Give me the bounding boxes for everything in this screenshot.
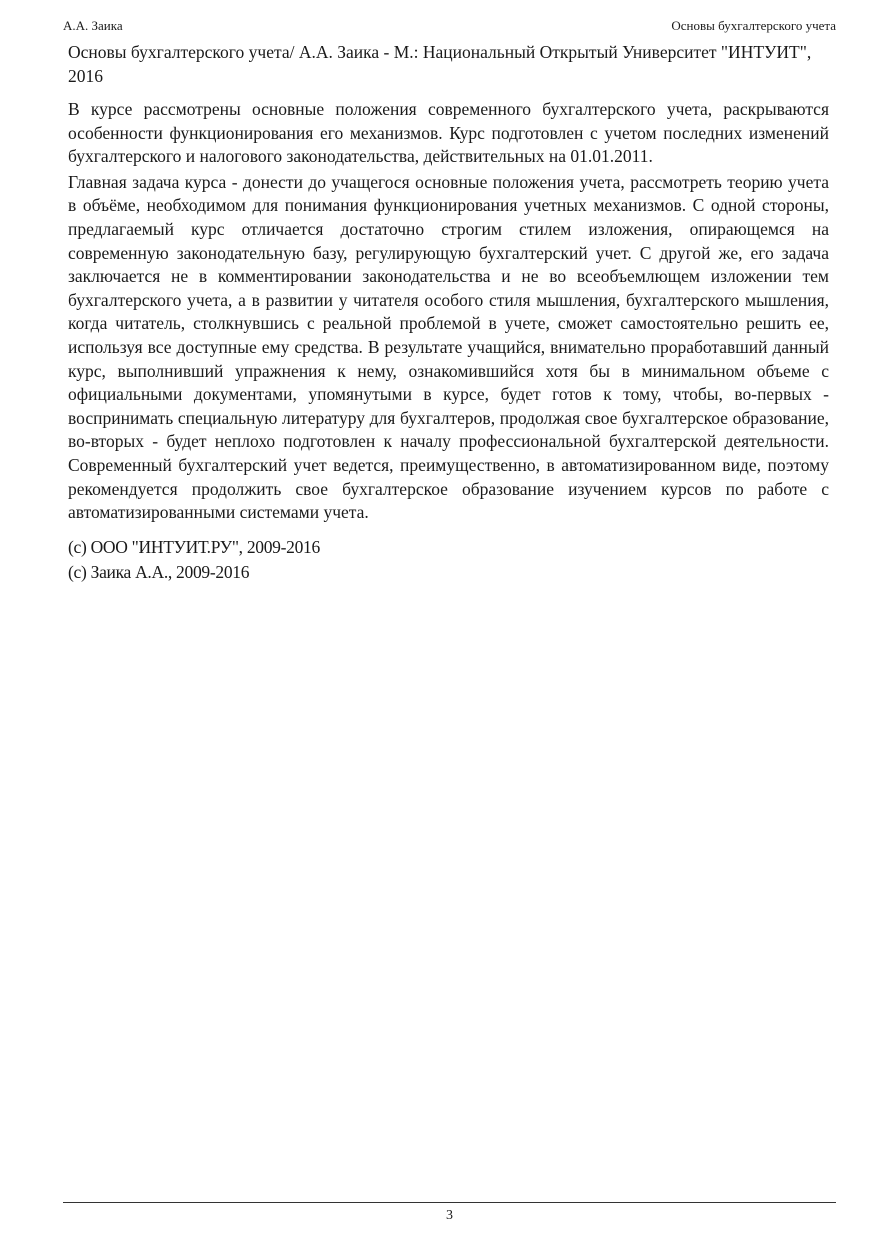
bibliographic-citation: Основы бухгалтерского учета/ А.А. Заика - М.: Национальный Открытый Университет "ИНТУИТ", 2016 (68, 42, 812, 86)
abstract-paragraph: Главная задача курса - донести до учащегося основные положения учета, рассмотреть теорию учета в объёме, необходимом для понимания функционирования учетных механизмов. С одной стороны, предлагаемый курс отличается достаточно строгим стилем изложения, опирающемся на современную законодательную базу, регулирующую бухгалтерский учет. С другой же, его задача заключается не в комментировании законодательства и не во всеобъемлющем изложении тем бухгалтерского учета, а в развитии у читателя особого стиля мышления, бухгалтерского мышления, когда читатель, столкнувшись с реальной проблемой в учете, сможет самостоятельно решить ее, используя все доступные ему средства. В результате учащийся, внимательно проработавший данный курс, выполнивший упражнения к нему, ознакомившийся хотя бы в минимальном объеме с официальными документами, упомянутыми в курсе, будет готов к тому, чтобы, во-первых - воспринимать специальную литературу для бухгалтеров, продолжая свое бухгалтерское образование, во-вторых - будет неплохо подготовлен к началу профессиональной бухгалтерской деятельности. Современный бухгалтерский учет ведется, преимущественно, в автоматизированном виде, поэтому рекомендуется продолжить свое бухгалтерское образование изучением курсов по работе с автоматизированными системами учета. (68, 171, 829, 523)
page-number: 3 (446, 1208, 453, 1223)
page-header (63, 17, 836, 35)
page-content (68, 40, 829, 585)
footer-divider (63, 1202, 836, 1203)
copyright-line: (c) Заика А.А., 2009-2016 (68, 561, 250, 582)
copyright-block (68, 535, 829, 585)
abstract-paragraph: В курсе рассмотрены основные положения современного бухгалтерского учета, раскрываются особенности функционирования его механизмов. Курс подготовлен с учетом последних изменений бухгалтерского и налогового законодательства, действительных на 01.01.2011. (68, 99, 829, 167)
header-author: А.А. Заика (63, 18, 123, 33)
copyright-line: (c) ООО "ИНТУИТ.РУ", 2009-2016 (68, 536, 320, 557)
header-book-title: Основы бухгалтерского учета (671, 18, 836, 33)
